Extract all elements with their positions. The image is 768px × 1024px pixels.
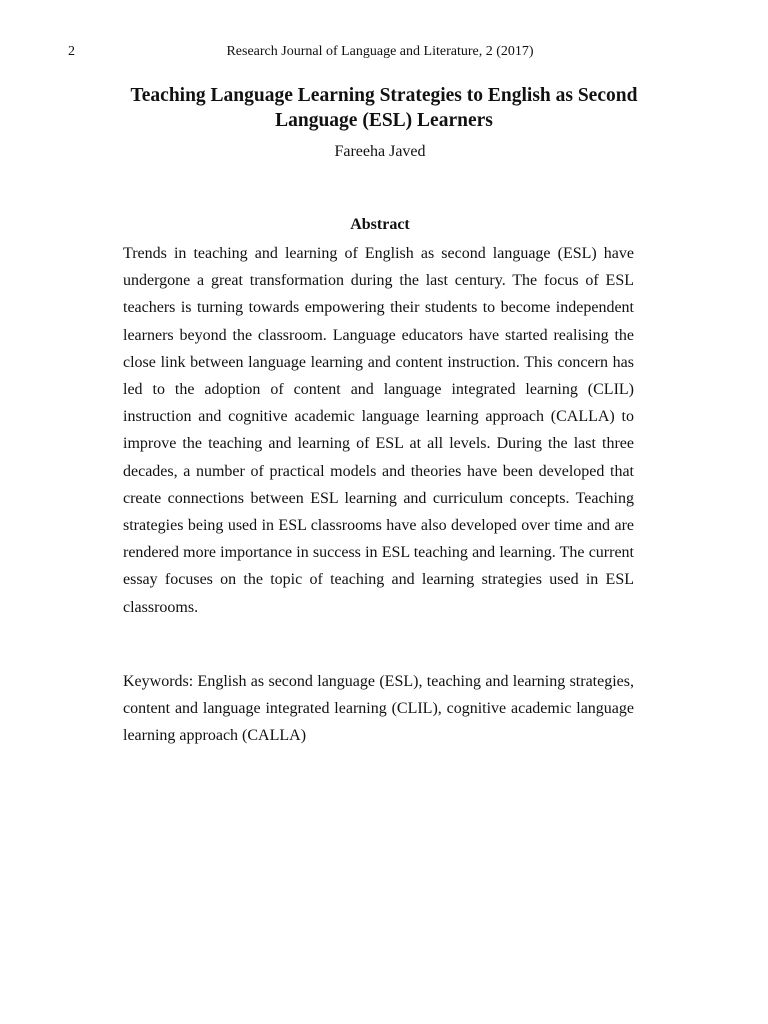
running-header: Research Journal of Language and Literature, 2 (2017): [226, 44, 534, 59]
article-author: Fareeha Javed: [334, 143, 426, 160]
abstract-heading: Abstract: [350, 216, 410, 233]
page-number: 2: [68, 44, 75, 59]
article-title: Teaching Language Learning Strategies to English as Second Language (ESL) Learners: [130, 85, 638, 131]
keywords-paragraph: Keywords: English as second language (ESL), teaching and learning strategies, content and language integrated learning (CLIL), cognitive academic language learning approach (CALLA): [123, 673, 634, 745]
abstract-body: Trends in teaching and learning of English as second language (ESL) have undergone a great transformation during the last century. The focus of ESL teachers is turning towards empowering their students to become independent learners beyond the classroom. Language educators have started realising the close link between language learning and content instruction. This concern has led to the adoption of content and language integrated learning (CLIL) instruction and cognitive academic language learning approach (CALLA) to improve the teaching and learning of ESL at all levels. During the last three decades, a number of practical models and theories have been developed that create connections between ESL learning and curriculum concepts. Teaching strategies being used in ESL classrooms have also developed over time and are rendered more importance in success in ESL teaching and learning. The current essay focuses on the topic of teaching and learning strategies used in ESL classrooms.: [123, 245, 634, 616]
